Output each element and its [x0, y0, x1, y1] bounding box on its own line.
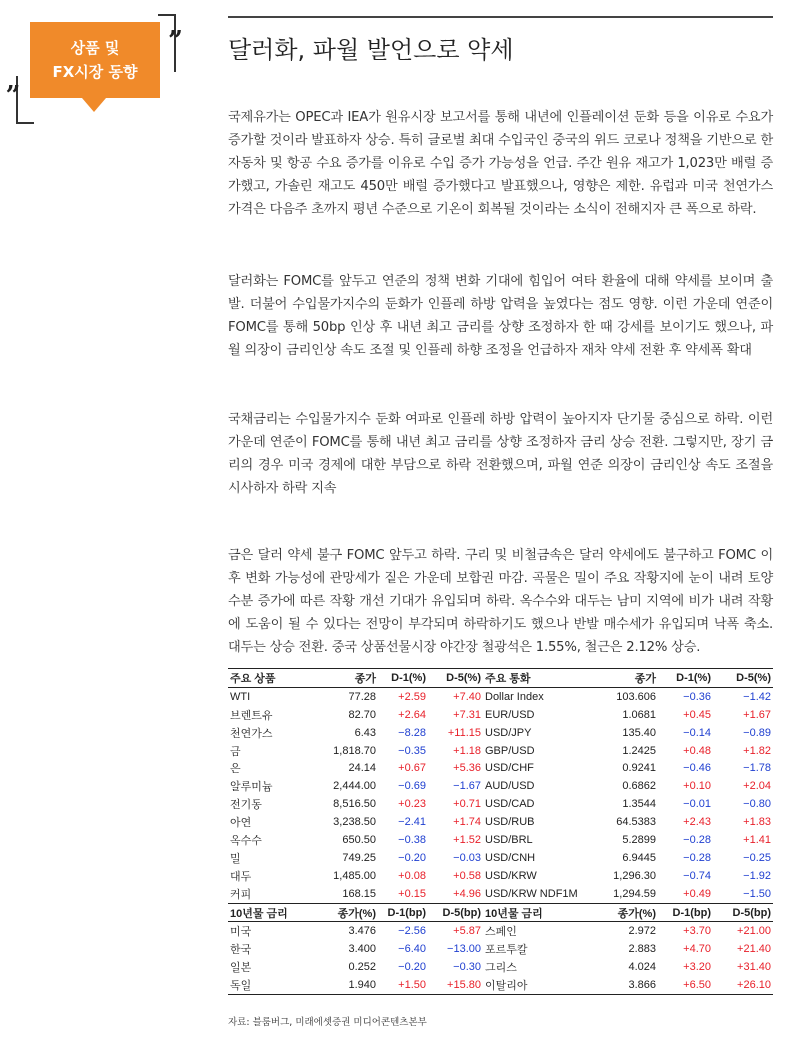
table-header-cell: D-1(%) [658, 669, 713, 688]
table-row [228, 706, 773, 724]
quote-right-icon: ” [168, 26, 183, 56]
table-header-cell: D-1(%) [378, 669, 428, 688]
table-cell: 3.476 [348, 925, 376, 938]
table-cell: +0.23 [398, 798, 426, 811]
source-note: 자료: 블룸버그, 미래에셋증권 미디어콘텐츠본부 [228, 1017, 427, 1028]
badge-line1: 상품 및 [70, 39, 120, 57]
table-cell: −0.30 [453, 961, 481, 974]
table-cell: 금 [230, 745, 241, 758]
table-cell: +0.71 [453, 798, 481, 811]
table-cell: +0.48 [683, 744, 711, 757]
table-cell: +15.80 [428, 976, 483, 994]
page-title: 달러화, 파월 발언으로 약세 [228, 36, 514, 64]
table-cell: 749.25 [342, 851, 376, 864]
table-cell: +21.00 [737, 925, 771, 938]
table-cell: +2.43 [683, 816, 711, 829]
table-cell: 커피 [230, 888, 252, 901]
table-row [228, 724, 773, 742]
table-cell: 103.606 [616, 690, 656, 703]
table-cell: −0.80 [743, 798, 771, 811]
table-cell: −0.28 [683, 833, 711, 846]
table-cell: GBP/USD [485, 744, 535, 757]
table-cell: USD/RUB [485, 816, 535, 829]
table-cell: +0.58 [453, 869, 481, 882]
table-row [228, 777, 773, 795]
table-cell: +1.41 [743, 833, 771, 846]
table-cell: 0.6862 [622, 780, 656, 793]
table-header-cell: 종가(%) [588, 903, 658, 922]
table-cell: +11.15 [447, 726, 481, 739]
table-cell: +6.50 [658, 976, 713, 994]
table-cell: Dollar Index [485, 690, 544, 703]
table-cell: 미국 [230, 926, 252, 939]
table-cell: 브렌트유 [230, 709, 273, 722]
table-cell: +4.96 [453, 887, 481, 900]
table-cell: 6.9445 [622, 851, 656, 864]
table-cell: WTI [230, 690, 251, 703]
table-cell: +0.10 [683, 780, 711, 793]
table-cell: +5.87 [453, 925, 481, 938]
table-cell: 이탈리아 [483, 976, 588, 994]
table-cell: +1.67 [743, 708, 771, 721]
table-cell: 650.50 [342, 833, 376, 846]
table-cell: 5.2899 [622, 833, 656, 846]
table-row [228, 795, 773, 813]
table-cell: 4.024 [628, 961, 656, 974]
badge-box [30, 22, 160, 98]
table-header-cell: D-1(bp) [658, 903, 713, 922]
table-row [228, 687, 773, 705]
paragraph-oil: 국제유가는 OPEC과 IEA가 원유시장 보고서를 통해 내년에 인플레이션 둔화 등을 이유로 수요가 증가할 것이라 발표하자 상승. 특히 글로벌 최대 수입국인 중국의 위드 코로나 정책을 기반으로 한 자동차 및 항공 수요 증가를 이유로 수입 증가 가능성을 언급. 주간 원유 재고가 1,023만 배럴 증가했고, 가솔린 재고도 450만 배럴 증가했다고 발표했으나, 영향은 제한. 유럽과 미국 천연가스 가격은 다음주 초까지 평년 수준으로 기온이 회복될 것이라는 소식이 전해지자 큰 폭으로 하락. [228, 110, 773, 217]
table-cell: +5.36 [453, 762, 481, 775]
table-cell: +3.70 [683, 925, 711, 938]
table-cell: −8.28 [398, 726, 426, 739]
table-cell: −0.38 [398, 833, 426, 846]
table-header-cell: D-5(%) [428, 669, 483, 688]
table-cell: +2.64 [398, 708, 426, 721]
table-cell: −0.01 [683, 798, 711, 811]
table-row [228, 958, 773, 976]
table-cell: −1.42 [743, 690, 771, 703]
table-cell: 3,238.50 [333, 816, 376, 829]
table-cell: +2.59 [398, 690, 426, 703]
table-cell: −0.14 [683, 726, 711, 739]
table-cell: 1.2425 [622, 744, 656, 757]
quote-left-icon: „ [6, 66, 21, 96]
table-header-cell: 종가 [298, 669, 378, 688]
table-cell: 스페인 [485, 926, 517, 939]
table-cell: USD/KRW [485, 869, 537, 882]
table-cell: +1.52 [453, 833, 481, 846]
table-cell: −0.20 [398, 851, 426, 864]
table-cell: +1.74 [453, 816, 481, 829]
table-cell: 135.40 [622, 726, 656, 739]
table-cell: −0.20 [398, 961, 426, 974]
table-cell: 1.3544 [622, 798, 656, 811]
table-cell: 24.14 [348, 762, 376, 775]
table-cell: −1.92 [743, 869, 771, 882]
table-row [228, 867, 773, 885]
table-cell: 대두 [230, 870, 252, 883]
table-cell: +4.70 [683, 943, 711, 956]
table-cell: +21.40 [737, 943, 771, 956]
table-cell: +7.40 [453, 690, 481, 703]
table-cell: 64.5383 [616, 816, 656, 829]
table-cell: −0.03 [453, 851, 481, 864]
table-cell: 3.400 [348, 943, 376, 956]
table-cell: −13.00 [447, 943, 481, 956]
table-cell: USD/BRL [485, 833, 533, 846]
top-rule [228, 16, 773, 18]
table-cell: USD/JPY [485, 726, 532, 739]
table-cell: EUR/USD [485, 708, 535, 721]
table-cell: USD/KRW NDF1M [485, 887, 578, 900]
table-row [228, 976, 773, 994]
table-cell: +7.31 [453, 708, 481, 721]
table-row [228, 940, 773, 958]
table-cell: −2.41 [398, 816, 426, 829]
table-cell: −0.28 [683, 851, 711, 864]
table-cell: 2.972 [628, 925, 656, 938]
table-row [228, 759, 773, 777]
table-cell: +0.49 [683, 887, 711, 900]
table-cell: 옥수수 [230, 834, 262, 847]
table-cell: +0.08 [398, 869, 426, 882]
table-header-cell: 종가(%) [298, 903, 378, 922]
table-cell: 8,516.50 [333, 798, 376, 811]
table-cell: 82.70 [348, 708, 376, 721]
table-cell: −0.35 [398, 744, 426, 757]
table-header-cell: 종가 [588, 669, 658, 688]
table-cell: +3.20 [683, 961, 711, 974]
table-cell: +0.67 [398, 762, 426, 775]
table-cell: −0.89 [743, 726, 771, 739]
table-header-cell: D-5(%) [713, 669, 773, 688]
table-cell: −0.36 [683, 690, 711, 703]
table-row [228, 813, 773, 831]
table-cell: 아연 [230, 817, 252, 830]
table-cell: 0.9241 [622, 762, 656, 775]
table-cell: −6.40 [398, 943, 426, 956]
table-cell: +26.10 [713, 976, 773, 994]
table-cell: +0.45 [683, 708, 711, 721]
table-cell: 2,444.00 [333, 780, 376, 793]
table-cell: 은 [230, 763, 241, 776]
table-cell: 77.28 [348, 690, 376, 703]
paragraph-dollar: 달러화는 FOMC를 앞두고 연준의 정책 변화 기대에 힘입어 여타 환율에 대해 약세를 보이며 출발. 더불어 수입물가지수의 둔화가 인플레 하방 압력을 높였다는 점도 영향. 이런 가운데 연준이 FOMC를 통해 50bp 인상 후 내년 최고 금리를 상향 조정하자 한 때 강세를 보이기도 했으나, 파월 의장이 금리인상 속도 조절 및 인플레 하향 조정을 언급하자 재차 약세 전환 후 약세폭 확대 [228, 274, 773, 358]
table-cell: USD/CNH [485, 851, 536, 864]
table-cell: 독일 [228, 976, 298, 994]
table-cell: 0.252 [348, 961, 376, 974]
table-cell: USD/CAD [485, 798, 535, 811]
table-cell: 2.883 [628, 943, 656, 956]
table-cell: 1,296.30 [613, 869, 656, 882]
table-header-cell: 주요 상품 [228, 669, 298, 688]
table-header-cell: 10년물 금리 [483, 903, 588, 922]
table-cell: −0.46 [683, 762, 711, 775]
table-row [228, 922, 773, 940]
table-cell: −0.74 [683, 869, 711, 882]
section-badge [8, 14, 188, 124]
table-cell: 포르투칼 [485, 944, 528, 957]
market-table [228, 668, 773, 995]
table-cell: 1,294.59 [613, 887, 656, 900]
table-cell: +2.04 [743, 780, 771, 793]
table-row [228, 849, 773, 867]
table-cell: 1.0681 [622, 708, 656, 721]
table-cell: 6.43 [354, 726, 376, 739]
table-cell: +1.82 [743, 744, 771, 757]
table-cell: AUD/USD [485, 780, 535, 793]
table-header-row [228, 903, 773, 922]
badge-tail [82, 98, 106, 112]
table-cell: 알루미늄 [230, 781, 273, 794]
table-cell: −1.50 [743, 887, 771, 900]
paragraph-metals: 금은 달러 약세 불구 FOMC 앞두고 하락. 구리 및 비철금속은 달러 약세에도 불구하고 FOMC 이후 변화 가능성에 관망세가 짙은 가운데 보합권 마감. 곡물은 밀이 주요 작황지에 눈이 내려 토양 수분 증가에 따른 작황 개선 기대가 유입되며 하락. 옥수수와 대두는 남미 지역에 비가 내려 작황에 도움이 될 수 있다는 전망이 부각되며 하락하기도 했으나 반발 매수세가 유입되며 낙폭 축소. 대두는 상승 전환. 중국 상품선물시장 야간장 철광석은 1.55%, 철근은 2.12% 상승. [228, 548, 773, 655]
table-header-cell: D-1(bp) [378, 903, 428, 922]
table-cell: +1.50 [378, 976, 428, 994]
table-cell: +0.15 [398, 887, 426, 900]
table-cell: 밀 [230, 852, 241, 865]
table-cell: −2.56 [398, 925, 426, 938]
table-cell: +31.40 [737, 961, 771, 974]
table-row [228, 831, 773, 849]
table-cell: 일본 [230, 962, 252, 975]
table-cell: 1.940 [298, 976, 378, 994]
table-row [228, 885, 773, 903]
table-cell: −1.78 [743, 762, 771, 775]
table-cell: +1.83 [743, 816, 771, 829]
table-header-cell: D-5(bp) [713, 903, 773, 922]
table-row [228, 742, 773, 760]
table-cell: 천연가스 [230, 727, 273, 740]
table-cell: −0.69 [398, 780, 426, 793]
table-cell: 한국 [230, 944, 252, 957]
table-cell: +1.18 [453, 744, 481, 757]
table-header-cell: 주요 통화 [483, 669, 588, 688]
table-cell: −0.25 [743, 851, 771, 864]
table-cell: USD/CHF [485, 762, 534, 775]
badge-line2: FX시장 동향 [52, 63, 138, 81]
table-cell: 그리스 [485, 962, 517, 975]
table-cell: 1,485.00 [333, 869, 376, 882]
paragraph-bonds: 국채금리는 수입물가지수 둔화 여파로 인플레 하방 압력이 높아지자 단기물 중심으로 하락. 이런 가운데 연준이 FOMC를 통해 내년 최고 금리를 상향 조정하자 금리 상승 전환. 그렇지만, 장기 금리의 경우 미국 경제에 대한 부담으로 하락 전환했으며, 파월 연준 의장이 금리인상 속도 조절을 시사하자 하락 지속 [228, 412, 773, 496]
table-cell: −1.67 [453, 780, 481, 793]
table-header-cell: D-5(bp) [428, 903, 483, 922]
table-cell: 168.15 [342, 887, 376, 900]
table-header-row [228, 669, 773, 688]
table-cell: 3.866 [588, 976, 658, 994]
table-header-cell: 10년물 금리 [228, 903, 298, 922]
table-cell: 전기동 [230, 799, 262, 812]
table-cell: 1,818.70 [333, 744, 376, 757]
